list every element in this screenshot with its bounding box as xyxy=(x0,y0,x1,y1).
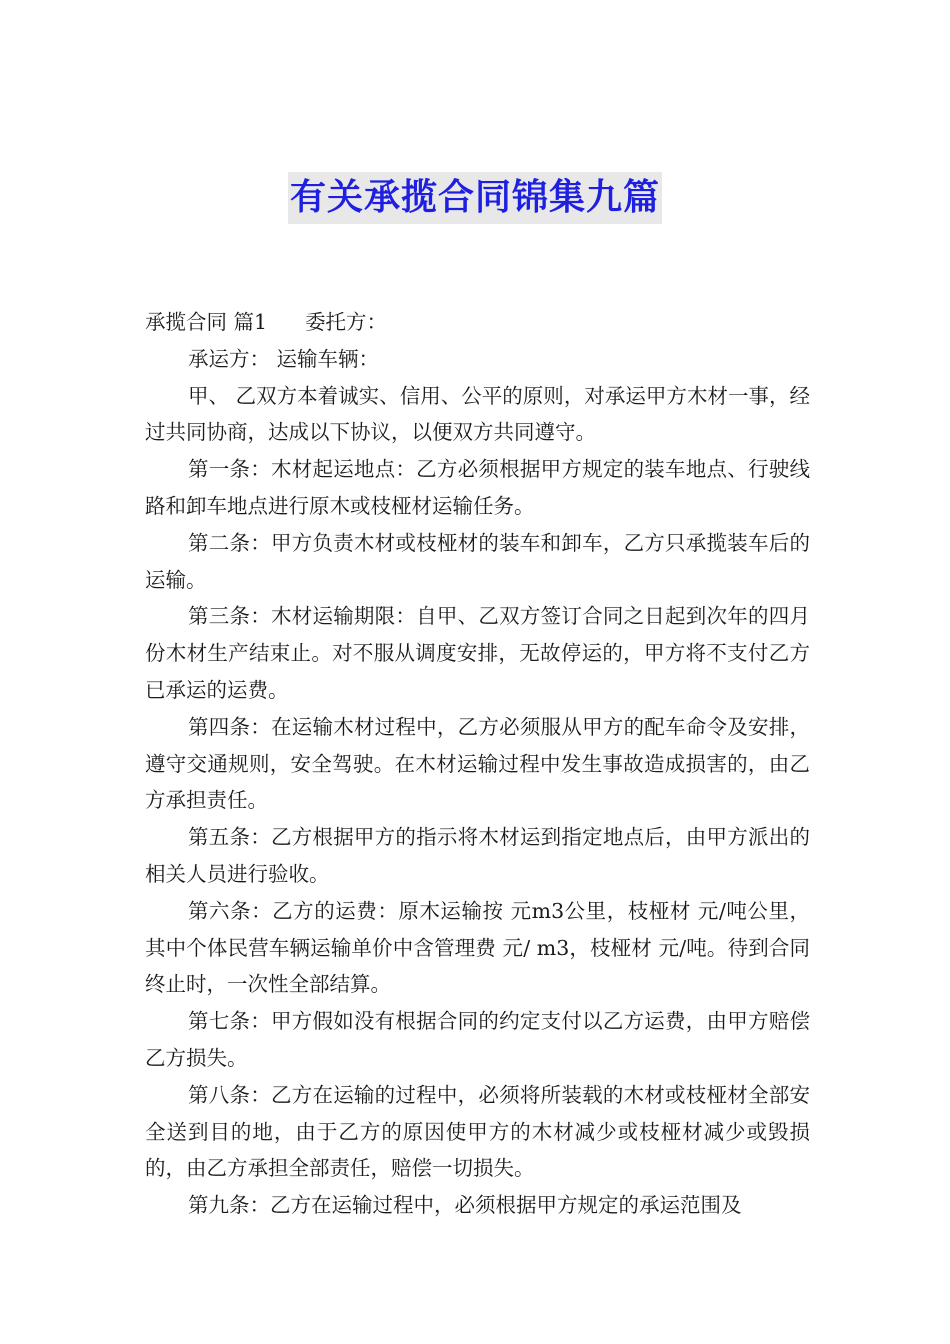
contract-heading-line xyxy=(145,304,810,341)
paragraph: 第一条：木材起运地点：乙方必须根据甲方规定的装车地点、行驶线路和卸车地点进行原木或枝桠材运输任务。 xyxy=(145,457,810,518)
paragraph: 甲、 乙双方本着诚实、信用、公平的原则，对承运甲方木材一事，经过共同协商，达成以下协议，以便双方共同遵守。 xyxy=(145,383,810,445)
document-title-text: 有关承揽合同锦集九篇 xyxy=(288,172,662,224)
paragraph: 第八条：乙方在运输的过程中，必须将所装载的木材或枝桠材全部安全送到目的地，由于乙方的原因使甲方的木材减少或枝桠材减少或毁损的，由乙方承担全部责任，赔偿一切损失。 xyxy=(145,1082,810,1181)
paragraph: 第六条：乙方的运费：原木运输按 元m3公里，枝桠材 元/吨公里，其中个体民营车辆运输单价中含管理费 元/ m3，枝桠材 元/吨。待到合同终止时，一次性全部结算。 xyxy=(145,898,810,997)
paragraph: 第五条：乙方根据甲方的指示将木材运到指定地点后，由甲方派出的相关人员进行验收。 xyxy=(145,825,810,886)
paragraph: 第三条：木材运输期限：自甲、乙双方签订合同之日起到次年的四月份木材生产结束止。对不服从调度安排，无故停运的，甲方将不支付乙方已承运的运费。 xyxy=(145,604,810,702)
document-body xyxy=(145,304,810,1224)
document-title xyxy=(0,172,950,224)
contract-heading: 承揽合同 篇1 xyxy=(145,310,268,334)
paragraph: 第四条：在运输木材过程中，乙方必须服从甲方的配车命令及安排，遵守交通规则，安全驾驶。在木材运输过程中发生事故造成损害的，由乙方承担责任。 xyxy=(145,714,810,813)
paragraph: 承运方： 运输车辆： xyxy=(188,346,380,371)
paragraph: 第九条：乙方在运输过程中，必须根据甲方规定的承运范围及 xyxy=(188,1193,742,1218)
paragraph: 第二条：甲方负责木材或枝桠材的装车和卸车，乙方只承揽装车后的运输。 xyxy=(145,530,810,592)
client-party-label: 委托方： xyxy=(305,310,388,334)
paragraph: 第七条：甲方假如没有根据合同的约定支付以乙方运费，由甲方赔偿乙方损失。 xyxy=(145,1009,810,1070)
